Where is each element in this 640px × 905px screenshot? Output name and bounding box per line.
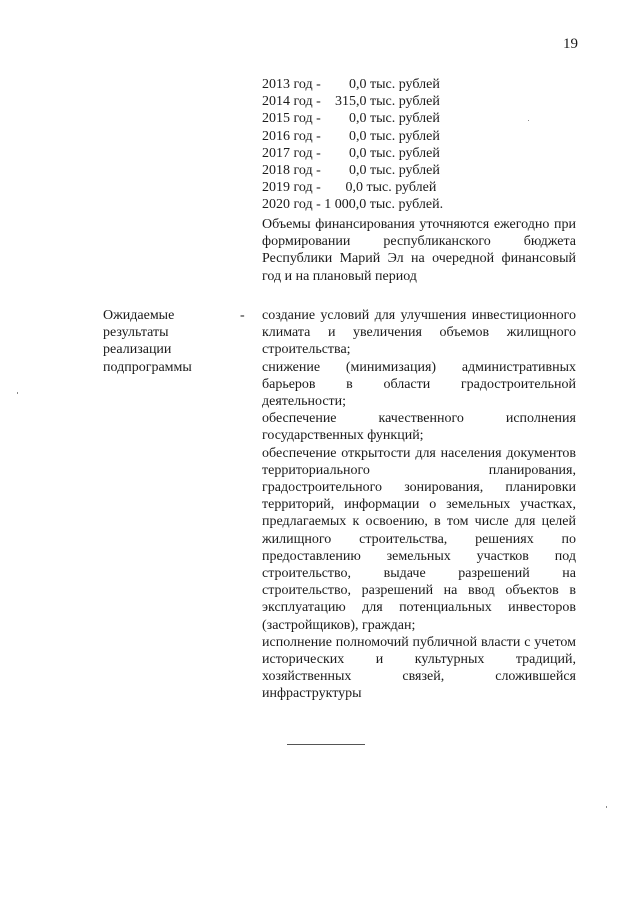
funding-year: 2014 год - [262, 94, 321, 110]
funding-amount: 0,0 тыс. рублей [328, 111, 440, 127]
funding-amount: 315,0 тыс. рублей [328, 94, 440, 110]
funding-note: Объемы финансирования уточняются ежегодно при формировании республиканского бюджета Республики Марий Эл на очередной финансовый год и на плановый период [262, 217, 576, 284]
funding-amount: 1 000,0 тыс. рублей. [320, 197, 444, 213]
result-item: исполнение полномочий публичной власти с учетом исторических и культурных традиций, хозяйственных связей, сложившейся инфраструктуры [262, 634, 576, 702]
funding-year: 2013 год - [262, 77, 321, 92]
result-item: снижение (минимизация) административных барьеров в области градостроительной деятельности; [262, 359, 576, 410]
page-number: 19 [563, 36, 578, 52]
funding-row-2018 [262, 162, 443, 179]
funding-row-2013 [262, 76, 443, 93]
funding-amount: 0,0 тыс. рублей [328, 163, 440, 179]
funding-year: 2016 год - [262, 128, 321, 144]
scan-speck [606, 806, 607, 808]
funding-year: 2017 год - [262, 145, 321, 161]
results-list [262, 307, 576, 703]
funding-year: 2020 год - [262, 197, 321, 213]
funding-amount: 0,0 тыс. рублей [328, 128, 440, 144]
section-label-line: Ожидаемые [103, 308, 175, 323]
result-item: обеспечение качественного исполнения государственных функций; [262, 411, 576, 444]
result-item: обеспечение открытости для населения документов территориального планирования, градостроительного зонирования, планировки территорий, информации о земельных участках, предлагаемых к освоению, в том числе для целей жилищного строительства, решениях по предоставлению земельных участков под строительство, выдаче разрешений на строительство, разрешений на ввод объектов в эксплуатацию для потенциальных инвесторов (застройщиков), граждан; [262, 445, 576, 633]
funding-row-2020 [262, 196, 443, 213]
section-label [103, 307, 223, 376]
result-item: создание условий для улучшения инвестиционного климата и увеличения объемов жилищного строительства; [262, 308, 576, 358]
section-label-line: результаты [103, 325, 169, 341]
end-of-section-rule [287, 744, 365, 745]
funding-amount: 0,0 тыс. рублей [328, 145, 440, 161]
funding-year: 2015 год - [262, 111, 321, 127]
label-dash: - [240, 308, 245, 323]
funding-amount: 0,0 тыс. рублей [328, 180, 437, 196]
funding-amount: 0,0 тыс. рублей [328, 77, 440, 92]
section-label-line: реализации [103, 342, 172, 358]
scan-speck [17, 392, 18, 394]
funding-row-2015 [262, 110, 443, 127]
section-label-line: подпрограммы [103, 359, 192, 375]
funding-year: 2019 год - [262, 180, 321, 196]
scan-speck [528, 120, 529, 121]
funding-year: 2018 год - [262, 163, 321, 179]
funding-row-2016 [262, 128, 443, 145]
funding-row-2014 [262, 93, 443, 110]
funding-row-2019 [262, 179, 443, 196]
funding-list [262, 76, 443, 214]
funding-row-2017 [262, 145, 443, 162]
